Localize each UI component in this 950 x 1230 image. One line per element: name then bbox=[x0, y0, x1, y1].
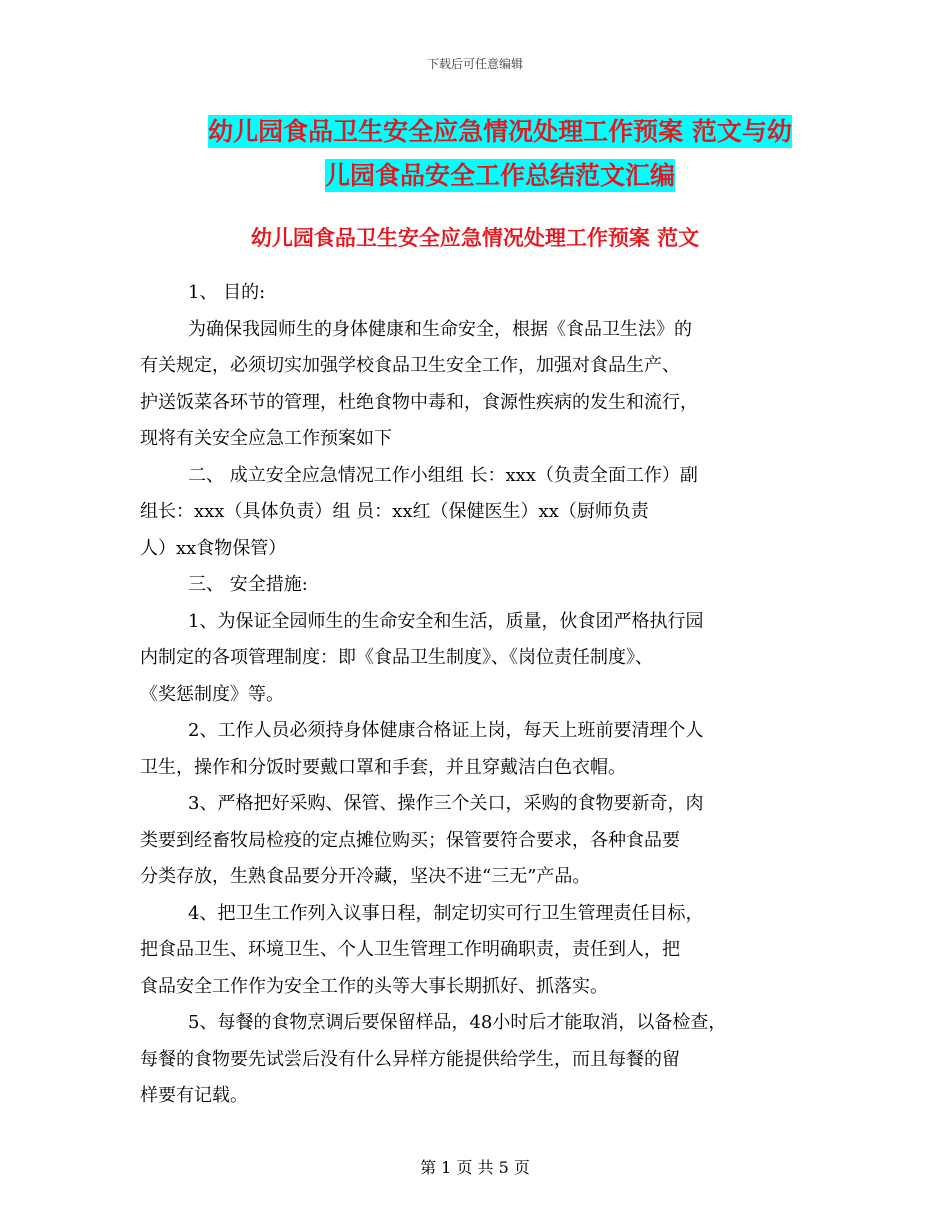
paragraph-line: 每餐的食物要先试尝后没有什么异样方能提供给学生，而且每餐的留 bbox=[140, 1048, 680, 1070]
section-title: 幼儿园食品卫生安全应急情况处理工作预案 范文 bbox=[250, 226, 700, 250]
paragraph-line: 护送饭菜各环节的管理，杜绝食物中毒和，食源性疾病的发生和流行， bbox=[140, 391, 698, 413]
page-footer: 第 1 页 共 5 页 bbox=[420, 1158, 530, 1177]
document-body bbox=[140, 275, 820, 1115]
paragraph-line: 《奖惩制度》等。 bbox=[140, 683, 284, 705]
paragraph-line: 1、 目的: bbox=[188, 282, 266, 303]
paragraph-line: 二、 成立安全应急情况工作小组组 长：xxx（负责全面工作）副 bbox=[188, 464, 698, 486]
paragraph-line: 样要有记载。 bbox=[140, 1085, 248, 1106]
document-title bbox=[140, 110, 860, 198]
paragraph-line: 为确保我园师生的身体健康和生命安全，根据《食品卫生法》的 bbox=[188, 318, 692, 340]
paragraph-line: 4、把卫生工作列入议事日程，制定切实可行卫生管理责任目标， bbox=[188, 902, 704, 924]
paragraph-line: 分类存放，生熟食品要分开冷藏，坚决不进“三无”产品。 bbox=[140, 866, 591, 887]
paragraph-line: 内制定的各项管理制度：即《食品卫生制度》、《岗位责任制度》、 bbox=[140, 647, 653, 668]
header-note: 下载后可任意编辑 bbox=[426, 57, 523, 71]
title-line-2: 儿园食品安全工作总结范文汇编 bbox=[324, 161, 675, 190]
paragraph-line: 卫生，操作和分饭时要戴口罩和手套，并且穿戴洁白色衣帽。 bbox=[140, 756, 626, 778]
title-line-1: 幼儿园食品卫生安全应急情况处理工作预案 范文与幼 bbox=[208, 117, 792, 146]
paragraph-line: 1、为保证全园师生的生命安全和生活，质量，伙食团严格执行园 bbox=[188, 610, 704, 632]
paragraph-line: 把食品卫生、环境卫生、个人卫生管理工作明确职责，责任到人，把 bbox=[140, 939, 680, 960]
paragraph-line: 现将有关安全应急工作预案如下 bbox=[140, 428, 392, 449]
paragraph-line: 5、每餐的食物烹调后要保留样品，48小时后才能取消，以备检查， bbox=[188, 1012, 727, 1033]
paragraph-line: 食品安全工作作为安全工作的头等大事长期抓好、抓落实。 bbox=[140, 975, 608, 997]
paragraph-line: 三、 安全措施: bbox=[188, 574, 308, 595]
paragraph-line: 人）xx食物保管） bbox=[140, 537, 287, 559]
paragraph-line: 2、工作人员必须持身体健康合格证上岗，每天上班前要清理个人 bbox=[188, 720, 704, 741]
paragraph-line: 组长：xxx（具体负责）组 员：xx红（保健医生）xx（厨师负责 bbox=[140, 501, 649, 522]
paragraph-line: 3、严格把好采购、保管、操作三个关口，采购的食物要新奇，肉 bbox=[188, 793, 704, 814]
paragraph-line: 类要到经畜牧局检疫的定点摊位购买；保管要符合要求，各种食品要 bbox=[140, 829, 680, 851]
paragraph-line: 有关规定，必须切实加强学校食品卫生安全工作，加强对食品生产、 bbox=[140, 355, 680, 376]
